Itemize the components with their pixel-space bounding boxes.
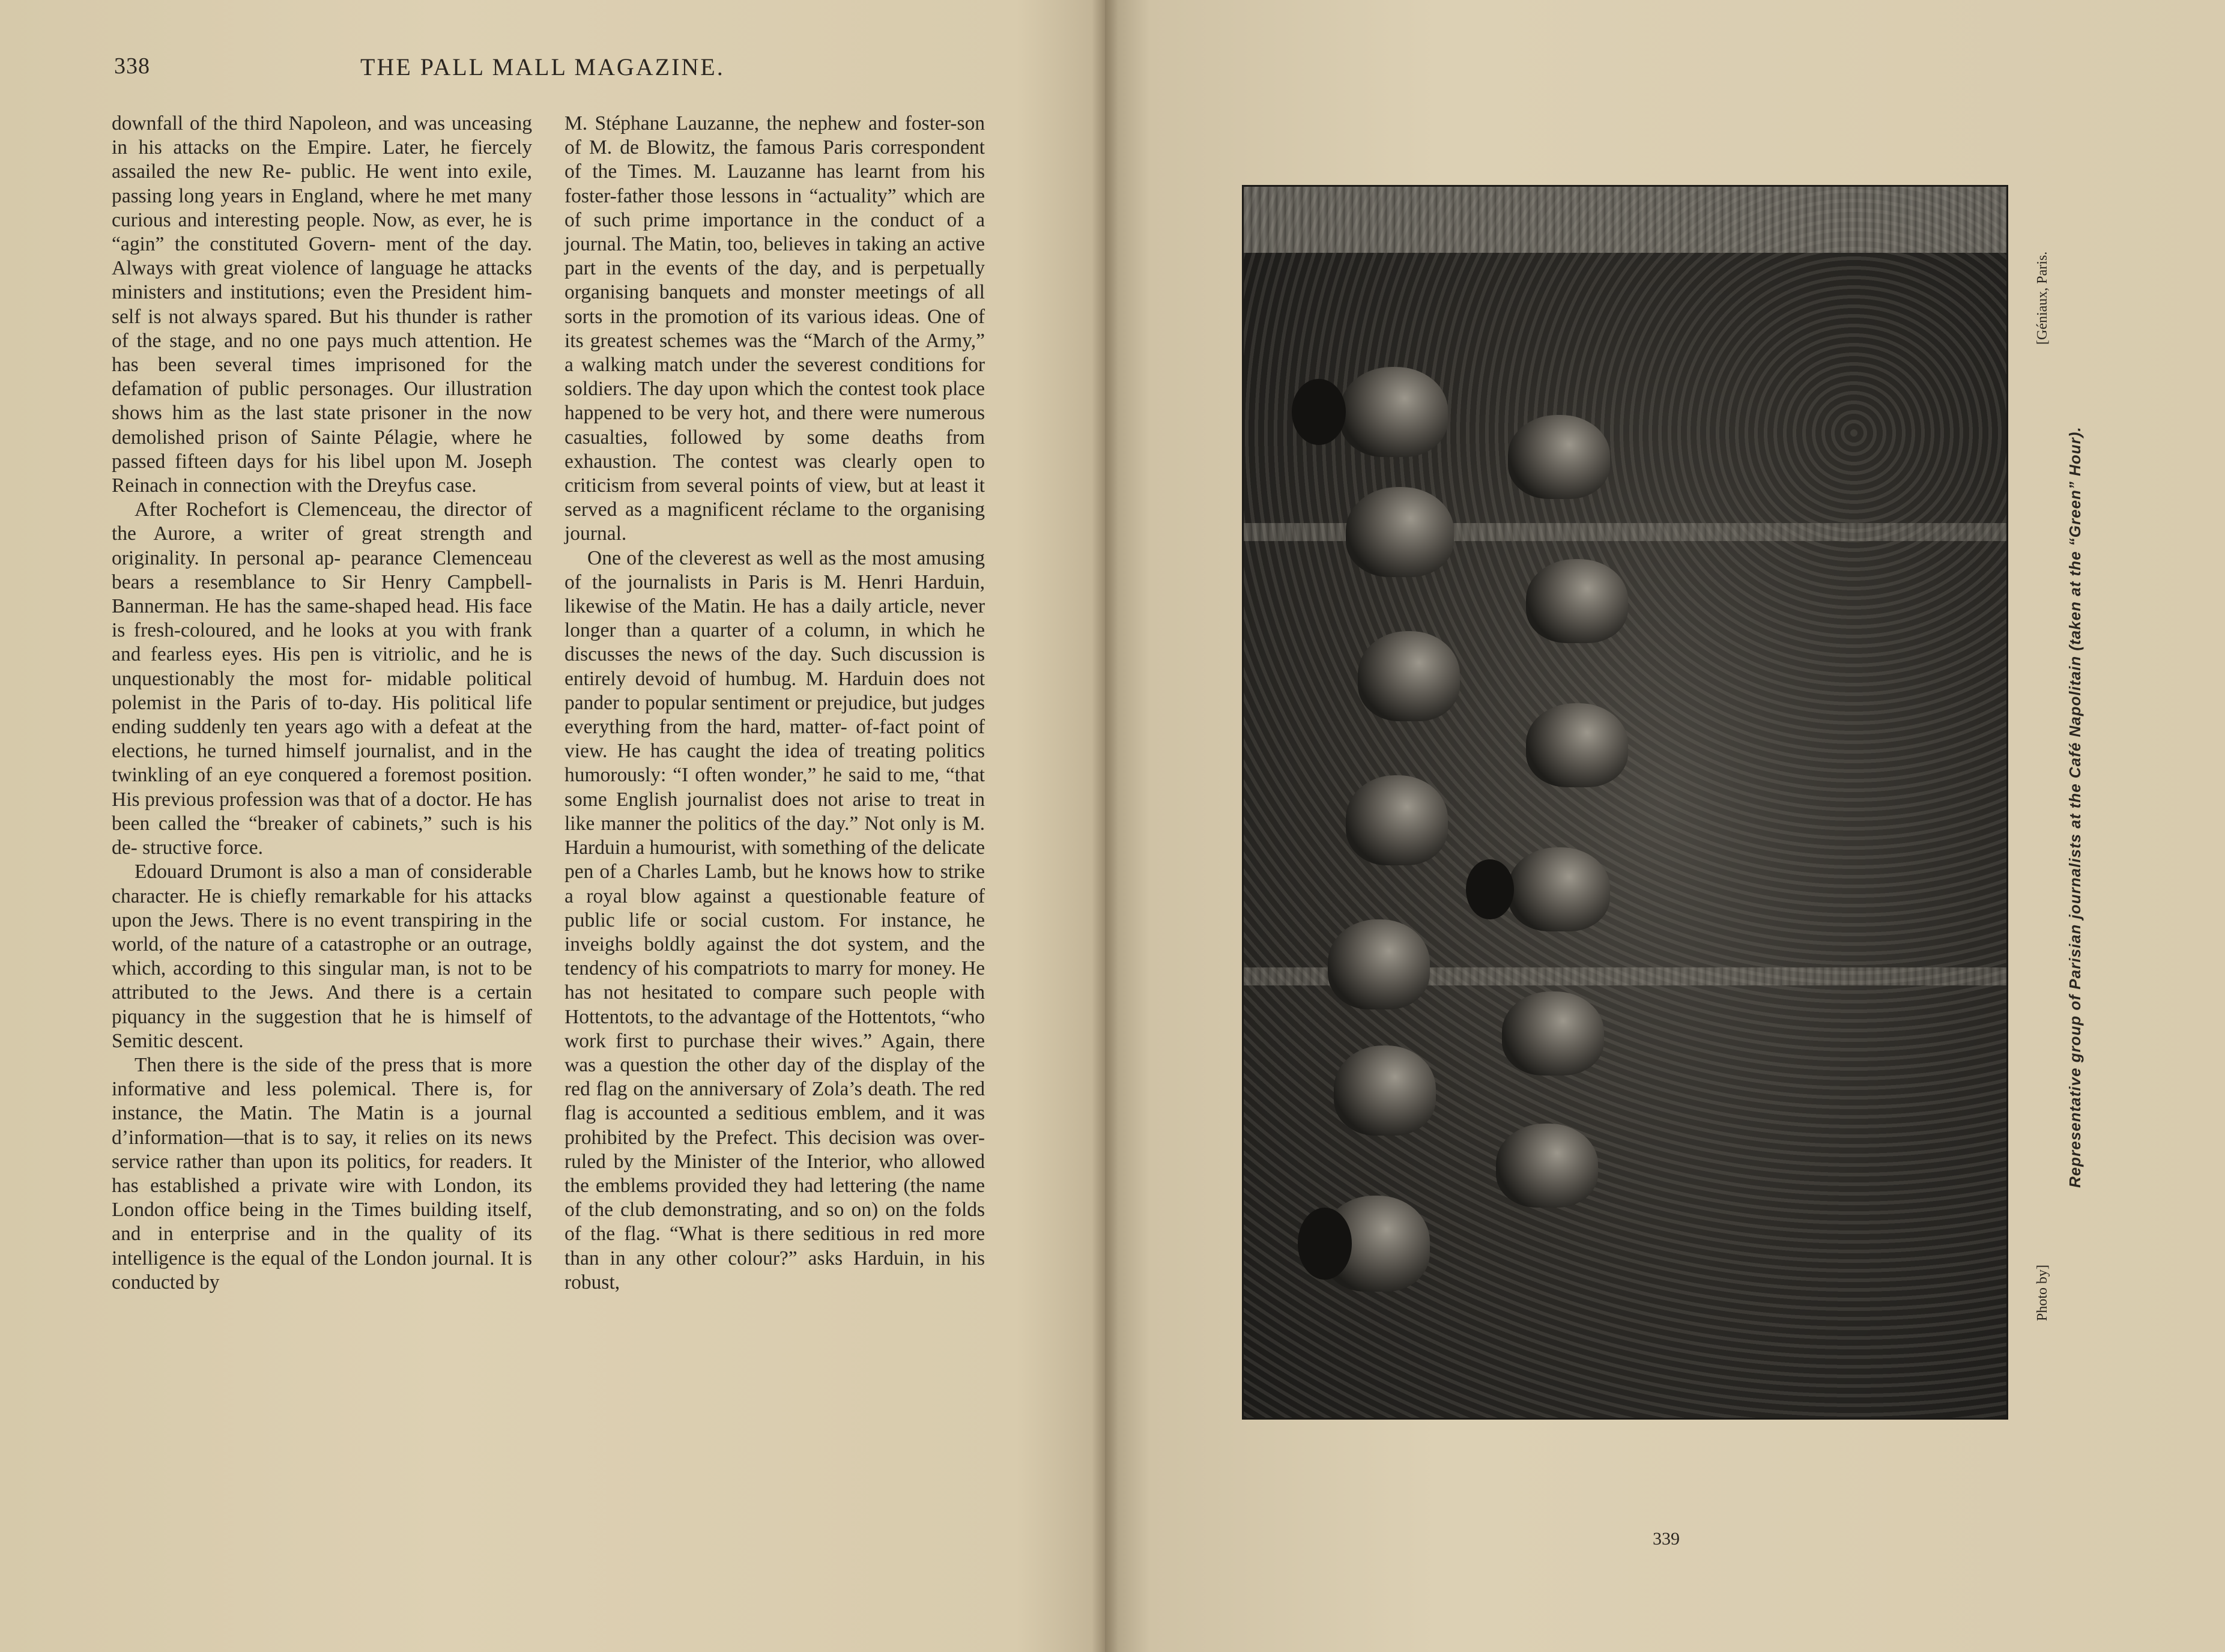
page-number-left: 338: [114, 53, 150, 79]
photo-figure: [1502, 991, 1604, 1076]
text-column-1: [112, 112, 532, 1553]
photo-hat: [1466, 859, 1514, 919]
paragraph: One of the cleverest as well as the most amusing of the journalists in Paris is M. Henri Harduin, likewise of the Matin. He has a daily article, never longer than a quarter of a column, in which he discusses the news of the day. Such discussion is entirely devoid of humbug. M. Harduin does not pander to popular sentiment or prejudice, but judges everything from the hard, matter- of-fact point of view. He has caught the idea of treating politics humorously: “I often wonder,” he said to me, “that some English journalist does not arise to treat in like manner the politics of the day.” Not only is M. Harduin a humourist, with something of the delicate pen of a Charles Lamb, but he knows how to strike a royal blow against a questionable feature of public life or social custom. For instance, he inveighs boldly against the dot system, and the tendency of his compatriots to marry for money. He has not hesitated to compare such people with Hottentots, to the advantage of the Hottentots, “who work first to purchase their wives.” Again, there was a question the other day of the display of the red flag on the anniversary of Zola’s death. The red flag is accounted a seditious emblem, and it was prohibited by the Prefect. This decision was over-ruled by the Minister of the Interior, who allowed the emblems provided they had lettering (the name of the club demonstrating, and so on) on the folds of the flag. “What is there seditious in red more than in any other colour?” asks Harduin, in his robust,: [565, 546, 985, 1293]
journalists-group-photograph: [1242, 185, 2008, 1420]
photo-figure: [1358, 631, 1460, 721]
photo-figure: [1526, 559, 1628, 643]
photo-figure: [1340, 367, 1448, 457]
running-title: THE PALL MALL MAGAZINE.: [360, 53, 725, 80]
photo-figure: [1346, 775, 1448, 865]
paragraph: Then there is the side of the press that is more informative and less polemical. There is, for instance, the Matin. The Matin is a journal d’information—that is to say, it relies on its news service rather than upon its politics, for readers. It has established a private wire with London, its London office being in the Times building itself, and in enterprise and in the quality of its intelligence is the equal of the London journal. It is conducted by: [112, 1053, 532, 1293]
photo-credit-studio: [Géniaux, Paris.: [2035, 251, 2050, 345]
paragraph: After Rochefort is Clemenceau, the director of the Aurore, a writer of great strength and originality. In personal ap- pearance Clemenceau bears a resemblance to Sir Henry Campbell-Bannerman. He has the same-shaped head. His face is fresh-coloured, and he looks at you with frank and fearless eyes. His pen is vitriolic, and he is unquestionably the most for- midable political polemist in the Paris of to-day. His political life ending suddenly ten years ago with a defeat at the elections, he turned himself journalist, and in the twinkling of an eye conquered a foremost position. His previous profession was that of a doctor. He has been called the “breaker of cabinets,” such is his de- structive force.: [112, 498, 532, 859]
photo-wall-pattern: [1244, 187, 2006, 253]
paragraph: Edouard Drumont is also a man of considerable character. He is chiefly remarkable for his attacks upon the Jews. There is no event transpiring in the world, of the nature of a catastrophe or an outrage, which, according to this singular man, is not to be attributed to the Jews. And there is a certain piquancy in the suggestion that he is himself of Semitic descent.: [112, 861, 532, 1052]
photo-figure: [1508, 847, 1610, 931]
photo-figure: [1328, 919, 1430, 1009]
book-gutter: [1092, 0, 1118, 1652]
photo-hat: [1298, 1208, 1352, 1280]
photo-caption: Representative group of Parisian journalists at the Café Napolitain (taken at the “Green” Hour).: [2066, 426, 2084, 1188]
page-header: [114, 53, 991, 89]
photo-figure: [1334, 1045, 1436, 1136]
left-page: [0, 0, 1105, 1652]
photo-figure: [1508, 415, 1610, 499]
text-column-2: [565, 112, 985, 1553]
photo-figure: [1496, 1124, 1598, 1208]
paragraph: downfall of the third Napoleon, and was unceasing in his attacks on the Empire. Later, he fiercely assailed the new Re- public. He went into exile, passing long years in England, where he met many curious and interesting people. Now, as ever, he is “agin” the constituted Govern- ment of the day. Always with great violence of language he attacks ministers and institutions; even the President him- self is not always spared. But his thunder is rather of the stage, and no one pays much attention. He has been several times imprisoned for the defamation of public personages. Our illustration shows him as the last state prisoner in the now demolished prison of Sainte Pélagie, where he passed fifteen days for his libel upon M. Joseph Reinach in connection with the Dreyfus case.: [112, 112, 532, 497]
photo-figure: [1526, 703, 1628, 787]
page-number-right: 339: [1653, 1529, 1680, 1549]
paragraph: M. Stéphane Lauzanne, the nephew and foster-son of M. de Blowitz, the famous Paris correspondent of the Times. M. Lauzanne has learnt from his foster-father those lessons in “actuality” which are of such prime importance in the conduct of a journal. The Matin, too, believes in taking an active part in the events of the day, and is perpetually organising banquets and monster meetings of all sorts in the promotion of its various ideas. One of its greatest schemes was the “March of the Army,” a walking match under the severest conditions for soldiers. The day upon which the contest took place happened to be very hot, and there were numerous casualties, followed by some deaths from exhaustion. The contest was clearly open to criticism from several points of view, but at least it served as a magnificent réclame to the organising journal.: [565, 112, 985, 545]
photo-hat: [1292, 379, 1346, 445]
photo-credit-label: Photo by]: [2035, 1264, 2050, 1321]
photo-figure: [1346, 487, 1454, 577]
